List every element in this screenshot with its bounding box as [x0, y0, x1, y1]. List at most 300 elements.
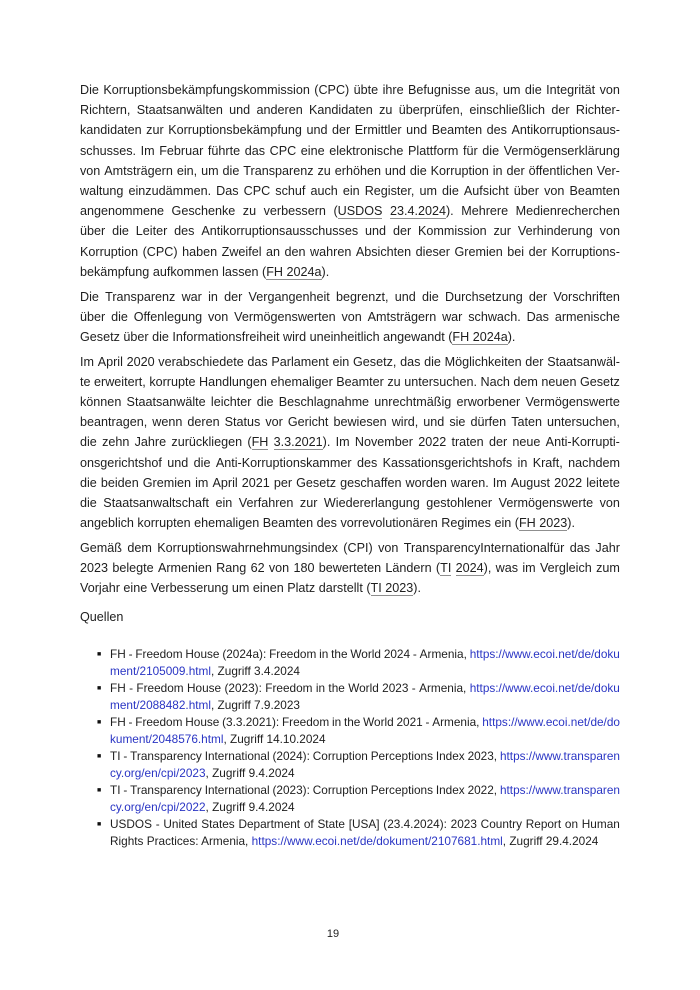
word	[457, 392, 521, 412]
word	[597, 161, 620, 181]
text-segment: die	[193, 455, 211, 470]
word	[336, 372, 384, 392]
text-segment: die	[80, 496, 97, 511]
text-segment: , Zugriff 3.4.2024	[211, 663, 300, 678]
text-segment: (3.3.2021):	[222, 714, 280, 729]
word	[243, 161, 313, 181]
word	[541, 372, 576, 392]
url-link[interactable]: https://www.ecoi.net/de/dokument/2107681.html	[251, 833, 503, 848]
text-segment: übte	[353, 83, 379, 97]
text-segment: wenn	[152, 415, 183, 430]
reference-link[interactable]: TI	[440, 561, 452, 576]
text-segment: Beamten	[569, 184, 620, 199]
word	[385, 558, 431, 578]
word	[445, 352, 522, 372]
text-segment: Rang	[216, 561, 247, 576]
text-segment: aus,	[474, 83, 499, 97]
word	[152, 412, 182, 432]
word	[410, 161, 427, 181]
text-segment: (	[247, 435, 252, 450]
word	[340, 473, 401, 493]
text-segment: der	[331, 123, 351, 138]
text-segment: States	[201, 816, 235, 831]
text-line	[80, 100, 620, 120]
word	[511, 412, 542, 432]
source-item	[97, 748, 620, 782]
word	[568, 453, 620, 473]
word	[518, 453, 528, 473]
word	[395, 287, 416, 307]
word	[576, 100, 620, 120]
text-segment: -	[129, 680, 134, 695]
word	[279, 392, 369, 412]
text-segment: dieser	[415, 244, 450, 259]
reference-link[interactable]: 23.4.2024	[389, 204, 446, 219]
text-segment: April	[212, 475, 238, 490]
word	[383, 453, 513, 473]
text-segment: des	[486, 123, 507, 138]
text-line	[110, 765, 620, 782]
text-segment: Kassationsgerichtshofs	[382, 455, 513, 470]
text-segment: Transparenz	[243, 163, 314, 178]
word	[174, 221, 194, 241]
text-segment: , Zugriff 14.10.2024	[223, 731, 326, 746]
word	[482, 141, 499, 161]
text-segment: Das	[526, 309, 549, 324]
text-segment: House	[187, 680, 222, 695]
text-line	[110, 731, 620, 748]
word	[499, 493, 594, 513]
text-segment: in	[208, 289, 218, 304]
text-segment: Transparenz	[105, 289, 176, 304]
word	[110, 714, 126, 731]
text-segment: um	[419, 184, 437, 199]
word	[158, 558, 212, 578]
word	[511, 473, 550, 493]
word	[355, 432, 413, 452]
text-segment: von	[268, 561, 290, 576]
word	[540, 558, 592, 578]
word	[418, 432, 446, 452]
url-link[interactable]: cy.org/en/cpi/2022	[110, 799, 206, 814]
word	[436, 558, 451, 578]
text-segment: um	[502, 83, 521, 97]
word	[136, 221, 168, 241]
word	[555, 307, 620, 327]
paragraph	[80, 352, 620, 534]
text-segment: die	[111, 309, 128, 324]
text-segment: zu	[242, 204, 257, 219]
text-segment: einzudämmen.	[128, 184, 212, 199]
url-link[interactable]: https://www.ecoi.net/de/do	[482, 714, 620, 729]
word	[493, 473, 507, 493]
text-segment: über	[80, 309, 106, 324]
text-segment: Staatsanwäl-	[547, 354, 620, 369]
word	[487, 120, 507, 140]
text-segment: TI	[110, 782, 121, 797]
reference-link[interactable]: TI 2023	[370, 581, 414, 596]
word	[436, 782, 465, 799]
text-segment: Staatsanwaltschaft	[103, 496, 210, 511]
word	[110, 748, 120, 765]
text-segment: Gremien	[142, 475, 192, 490]
word	[413, 646, 417, 663]
word	[242, 473, 270, 493]
word	[365, 221, 386, 241]
url-link[interactable]: cy.org/en/cpi/2023	[110, 765, 206, 780]
word	[127, 392, 206, 412]
text-segment: das	[400, 354, 421, 369]
word	[482, 714, 620, 731]
text-segment: und	[229, 103, 251, 118]
word	[470, 412, 506, 432]
text-segment: sie	[449, 415, 466, 430]
text-segment: worden	[405, 475, 447, 490]
text-segment: wahren	[310, 244, 352, 259]
word	[80, 538, 122, 558]
text-line	[80, 578, 620, 598]
text-segment: Vergleich	[539, 561, 592, 576]
word	[426, 714, 430, 731]
text-segment: Freedom	[269, 646, 317, 661]
text-segment: State	[317, 816, 345, 831]
text-segment: August	[510, 475, 551, 490]
word	[80, 432, 97, 452]
word	[365, 181, 415, 201]
source-text	[110, 748, 620, 782]
text-segment: der	[528, 289, 548, 304]
text-segment: der	[551, 103, 570, 118]
word	[285, 242, 306, 262]
word	[275, 181, 305, 201]
text-segment: leitete	[586, 475, 620, 490]
source-item	[97, 714, 620, 748]
word	[245, 141, 265, 161]
text-segment: Perceptions	[370, 748, 433, 763]
text-segment: für	[463, 143, 478, 158]
word	[110, 680, 126, 697]
word	[205, 782, 270, 799]
word	[357, 453, 377, 473]
word	[385, 161, 406, 181]
word	[316, 680, 325, 697]
text-segment: CPC	[269, 143, 297, 158]
text-segment: Leiter	[135, 224, 168, 239]
word	[420, 646, 467, 663]
word	[216, 493, 233, 513]
source-text	[110, 714, 620, 748]
text-segment: wird,	[391, 415, 419, 430]
word	[451, 473, 489, 493]
text-segment: Kommission	[418, 224, 487, 239]
word	[102, 432, 129, 452]
word	[363, 714, 394, 731]
text-segment: FH	[110, 646, 126, 661]
text-segment: zur	[493, 224, 511, 239]
word	[80, 287, 99, 307]
reference-link[interactable]: 3.3.2021	[273, 435, 323, 450]
word	[529, 242, 547, 262]
word	[551, 100, 569, 120]
text-segment: die	[482, 143, 500, 158]
word	[182, 287, 202, 307]
text-segment: Korruptionswahrnehmungsindex	[157, 540, 338, 555]
text-segment: waltung	[80, 184, 124, 199]
reference-link[interactable]: FH	[251, 435, 269, 450]
text-segment: schwach.	[468, 309, 521, 324]
text-segment: Vermögenswerten	[234, 309, 336, 324]
text-segment: International	[204, 748, 270, 763]
word	[600, 80, 620, 100]
word	[103, 80, 310, 100]
text-segment: im	[522, 561, 536, 576]
text-segment: Geschenke	[171, 204, 236, 219]
word	[134, 307, 202, 327]
word	[266, 242, 280, 262]
word	[319, 558, 381, 578]
word	[343, 538, 372, 558]
text-line	[80, 473, 620, 493]
word	[310, 181, 337, 201]
text-line	[110, 816, 620, 833]
text-segment: Parlament	[271, 354, 329, 369]
url-link[interactable]: ment/2088482.html	[110, 697, 211, 712]
text-segment: Handlungen	[199, 374, 267, 389]
text-segment: ),	[483, 561, 492, 576]
text-line	[80, 80, 620, 100]
word	[293, 558, 314, 578]
reference-link[interactable]: FH 2023	[518, 516, 568, 531]
word	[185, 714, 219, 731]
text-segment: zurückliegen	[171, 435, 243, 450]
word	[392, 412, 419, 432]
text-segment: der	[392, 224, 412, 239]
paragraph	[80, 80, 620, 282]
text-segment: 2020	[126, 354, 155, 369]
word	[469, 100, 545, 120]
text-segment: (	[333, 204, 338, 219]
word	[110, 816, 152, 833]
text-segment: Index	[435, 782, 465, 797]
text-segment: dem	[127, 540, 152, 555]
text-segment: Vorschriften	[553, 289, 620, 304]
text-segment: von	[80, 163, 101, 178]
word	[553, 287, 620, 307]
word	[222, 714, 279, 731]
url-link[interactable]: ment/2105009.html	[110, 663, 211, 678]
text-segment: des	[356, 455, 378, 470]
text-segment: -	[128, 714, 133, 729]
word	[529, 161, 593, 181]
reference-link[interactable]: USDOS	[337, 204, 383, 219]
text-segment: Verfahren	[238, 496, 294, 511]
text-segment: dürfen	[470, 415, 507, 430]
text-segment: Kraft,	[532, 455, 563, 470]
word	[546, 432, 620, 452]
text-segment: Gremien	[454, 244, 503, 259]
text-line	[80, 307, 620, 327]
text-segment: erweitert,	[94, 374, 146, 389]
text-segment: Freedom	[281, 714, 330, 729]
text-segment: Status	[224, 415, 261, 430]
word	[475, 80, 499, 100]
text-segment: traten	[451, 435, 484, 450]
word	[406, 120, 427, 140]
text-segment: von	[207, 309, 229, 324]
text-segment: gestohlener	[426, 496, 493, 511]
text-segment: Im	[335, 435, 350, 450]
text-segment: 180	[293, 561, 315, 576]
word	[130, 782, 202, 799]
word	[451, 432, 483, 452]
url-link[interactable]: https://www.ecoi.net/de/doku	[469, 680, 620, 695]
word	[399, 100, 463, 120]
text-segment: the	[343, 714, 361, 729]
text-segment: (	[435, 561, 441, 576]
word	[239, 493, 294, 513]
word	[525, 80, 542, 100]
text-segment: Jahr	[595, 540, 620, 555]
text-segment: Absichten	[355, 244, 412, 259]
word	[393, 221, 411, 241]
url-link[interactable]: https://www.transparen	[499, 782, 620, 797]
word	[470, 680, 620, 697]
word	[336, 287, 389, 307]
word	[80, 473, 97, 493]
text-segment: USDOS	[110, 816, 152, 831]
text-segment: Verhinderung	[517, 224, 593, 239]
text-segment: Nach	[480, 374, 510, 389]
word	[349, 816, 380, 833]
text-segment: war	[181, 289, 202, 304]
text-segment: ).	[322, 435, 331, 450]
url-link[interactable]: https://www.ecoi.net/de/doku	[469, 646, 620, 661]
text-segment: elektronische	[329, 143, 404, 158]
word	[529, 287, 547, 307]
word	[137, 100, 223, 120]
text-segment: von	[341, 309, 362, 324]
word	[354, 80, 379, 100]
url-link[interactable]: kument/2048576.html	[110, 731, 224, 746]
word	[355, 120, 402, 140]
text-segment: Vorjahr eine Verbesserung um einen Platz darstellt (	[80, 581, 371, 596]
text-segment: ).	[445, 204, 454, 219]
text-segment: und	[306, 123, 328, 138]
text-segment: the	[331, 646, 348, 661]
word	[371, 748, 433, 765]
word	[247, 432, 268, 452]
text-segment: Wiedererlangung	[323, 496, 420, 511]
text-segment: 2021	[241, 475, 270, 490]
text-segment: und	[394, 289, 416, 304]
text-line	[80, 372, 620, 392]
word	[269, 646, 316, 663]
text-segment: , Zugriff 9.4.2024	[205, 765, 295, 780]
text-segment: Medienrecherchen	[515, 204, 620, 219]
text-segment: Beamten	[431, 123, 483, 138]
text-segment: und	[423, 415, 445, 430]
text-segment: die	[421, 289, 439, 304]
text-line	[80, 262, 620, 282]
text-segment: des	[174, 224, 195, 239]
text-segment: Vergangenheit	[248, 289, 330, 304]
text-line	[110, 782, 620, 799]
text-segment: FH	[110, 714, 126, 729]
text-segment: die	[112, 224, 129, 239]
text-segment: 2021	[396, 714, 423, 729]
word	[129, 646, 133, 663]
word	[513, 372, 538, 392]
text-segment: Freedom	[265, 680, 313, 695]
text-segment: neuen	[541, 374, 577, 389]
text-segment: bekämpfung aufkommen lassen (	[80, 264, 267, 279]
text-line	[80, 352, 620, 372]
text-segment: Korruption	[80, 244, 139, 259]
word	[80, 120, 142, 140]
word	[586, 473, 620, 493]
word	[554, 473, 582, 493]
text-segment: können	[80, 395, 122, 410]
word	[335, 161, 381, 181]
word	[343, 181, 360, 201]
reference-link[interactable]: FH 2024a	[266, 264, 322, 279]
word	[400, 352, 420, 372]
word	[313, 748, 368, 765]
text-segment: Aufsicht	[463, 184, 509, 199]
text-segment: 2023	[80, 561, 109, 576]
source-text	[110, 816, 620, 850]
text-line	[80, 242, 620, 262]
text-segment: das	[244, 143, 266, 158]
reference-link[interactable]: FH 2024a	[452, 329, 508, 344]
text-segment: eine	[300, 143, 325, 158]
text-segment: ).	[321, 264, 330, 279]
source-item	[97, 646, 620, 680]
text-segment: die	[80, 435, 97, 450]
text-segment: Freedom	[135, 714, 183, 729]
word	[94, 372, 146, 392]
text-segment: Richter-	[575, 103, 620, 118]
text-line	[110, 799, 620, 816]
text-segment: CPC	[243, 184, 271, 199]
word	[274, 432, 331, 452]
url-link[interactable]: https://www.transparen	[499, 748, 620, 763]
reference-link[interactable]: 2024	[455, 561, 484, 576]
text-segment: korrupte	[149, 374, 196, 389]
text-segment: (2023):	[272, 782, 310, 797]
text-segment: Corruption	[312, 748, 368, 763]
word	[98, 352, 123, 372]
text-segment: geschaffen	[340, 475, 402, 490]
word	[500, 782, 620, 799]
word	[551, 242, 620, 262]
text-segment: haben	[182, 244, 218, 259]
text-segment: the	[328, 680, 345, 695]
text-segment: United	[163, 816, 198, 831]
word	[296, 473, 336, 493]
word	[205, 748, 270, 765]
word	[110, 646, 126, 663]
text-segment: Transparency	[130, 782, 202, 797]
text-segment: auch	[310, 184, 338, 199]
word	[288, 412, 329, 432]
text-segment: die	[424, 354, 441, 369]
word	[130, 748, 202, 765]
word	[224, 287, 242, 307]
word	[216, 181, 238, 201]
text-segment: untersuchen.	[404, 374, 478, 389]
text-segment: deren	[187, 415, 220, 430]
